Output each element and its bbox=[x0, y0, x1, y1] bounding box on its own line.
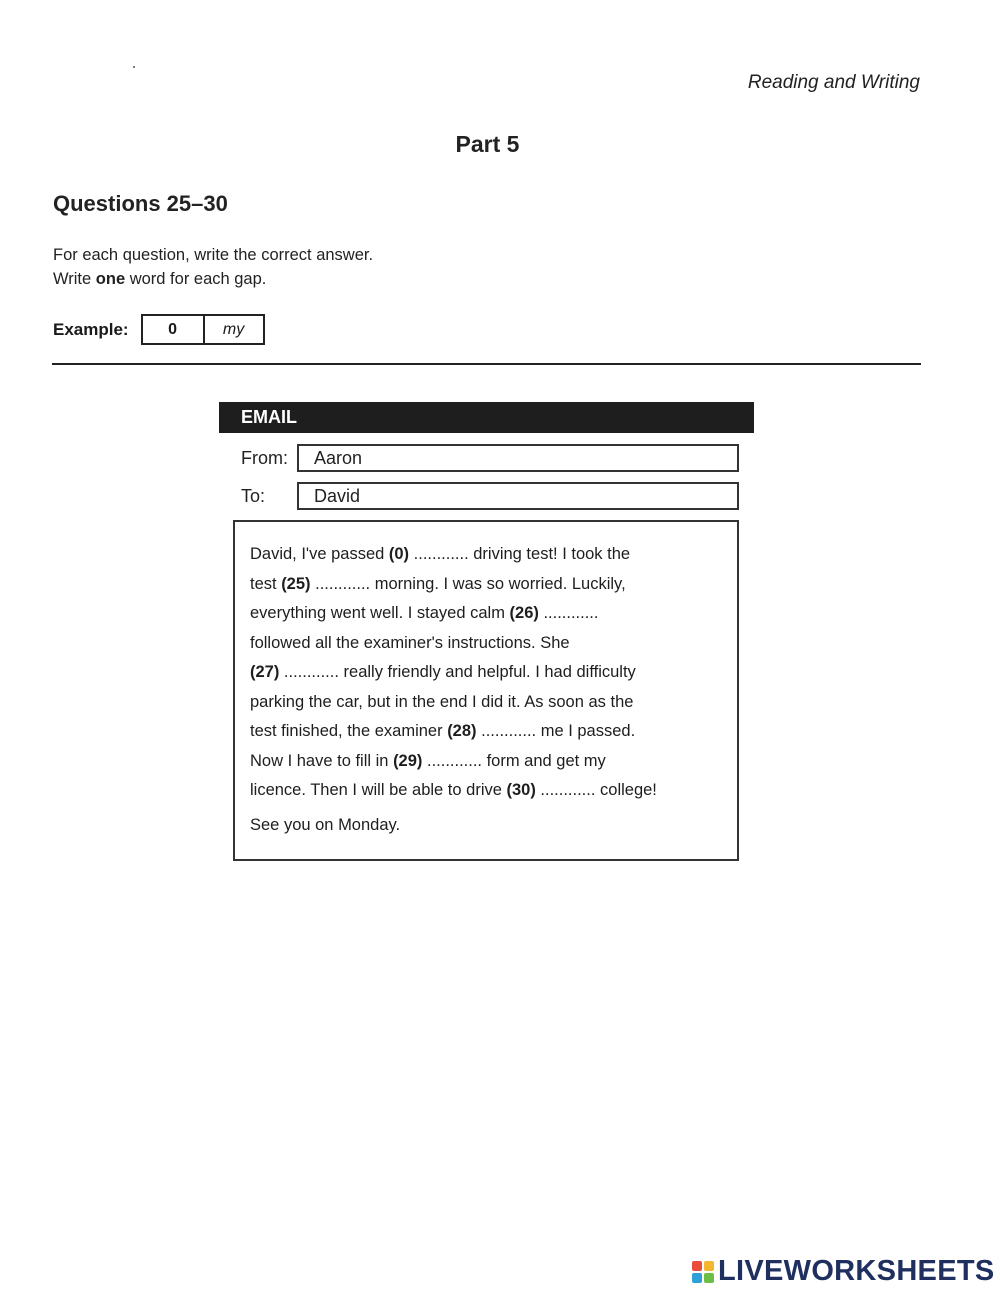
gap-number: (27) bbox=[250, 663, 280, 681]
example-row bbox=[53, 314, 265, 345]
email-body-line bbox=[250, 688, 727, 718]
email-body-line bbox=[250, 540, 727, 570]
body-text: ............ me I passed. bbox=[476, 722, 636, 740]
example-number: 0 bbox=[143, 316, 205, 343]
email-body-line bbox=[250, 776, 727, 806]
instruction-emphasis: one bbox=[95, 270, 126, 288]
body-text: parking the car, but in the end I did it. As soon as the bbox=[250, 692, 634, 711]
logo-square bbox=[692, 1273, 702, 1283]
body-text: test bbox=[250, 574, 282, 593]
logo-square bbox=[704, 1261, 714, 1271]
logo-square bbox=[692, 1261, 702, 1271]
gap-number: (0) bbox=[388, 545, 410, 563]
body-text: ............ morning. I was so worried. Luckily, bbox=[310, 574, 626, 593]
logo-square bbox=[704, 1273, 714, 1283]
email-body-line bbox=[250, 717, 727, 747]
questions-title: Questions 25–30 bbox=[53, 191, 228, 216]
logo-text: LIVEWORKSHEETS bbox=[718, 1255, 995, 1287]
email-body-lines bbox=[250, 540, 727, 806]
example-label: Example: bbox=[53, 319, 129, 339]
body-text: Now I have to fill in bbox=[250, 751, 394, 770]
email-heading: EMAIL bbox=[219, 402, 754, 433]
email-body-line bbox=[250, 747, 727, 777]
instruction-line-1: For each question, write the correct answer. bbox=[53, 246, 374, 264]
email-body-line bbox=[250, 658, 727, 688]
instruction-text: word for each gap. bbox=[125, 270, 267, 288]
to-label: To: bbox=[241, 486, 266, 506]
email-signoff: See you on Monday. bbox=[250, 815, 401, 834]
example-box bbox=[141, 314, 265, 345]
divider bbox=[52, 363, 921, 365]
body-text: ............ bbox=[538, 604, 599, 622]
instruction-line-2 bbox=[53, 270, 266, 289]
section-header: Reading and Writing bbox=[747, 72, 920, 93]
body-text: licence. Then I will be able to drive bbox=[250, 781, 507, 799]
part-title: Part 5 bbox=[455, 131, 520, 157]
email-body-line bbox=[250, 599, 727, 629]
gap-number: (26) bbox=[509, 604, 539, 622]
stray-dot bbox=[133, 66, 135, 68]
from-label: From: bbox=[241, 448, 288, 468]
gap-number: (29) bbox=[393, 751, 423, 770]
body-text: ............ really friendly and helpful. I had difficulty bbox=[279, 663, 636, 681]
email-body-line bbox=[250, 629, 727, 659]
gap-number: (30) bbox=[506, 781, 536, 799]
instruction-text: Write bbox=[53, 270, 96, 288]
from-field: Aaron bbox=[297, 444, 739, 472]
email-body bbox=[233, 520, 739, 861]
body-text: ............ college! bbox=[535, 781, 657, 799]
body-text: everything went well. I stayed calm bbox=[250, 604, 510, 622]
gap-number: (28) bbox=[447, 722, 477, 740]
body-text: ............ driving test! I took the bbox=[409, 545, 631, 563]
body-text: ............ form and get my bbox=[422, 751, 606, 770]
body-text: followed all the examiner's instructions. She bbox=[250, 633, 570, 652]
liveworksheets-logo bbox=[692, 1255, 995, 1288]
gap-number: (25) bbox=[281, 574, 311, 593]
logo-icon bbox=[692, 1261, 714, 1283]
email-body-line bbox=[250, 570, 727, 600]
body-text: test finished, the examiner bbox=[250, 722, 448, 740]
body-text: David, I've passed bbox=[250, 545, 389, 563]
example-answer: my bbox=[222, 321, 245, 338]
to-field: David bbox=[297, 482, 739, 510]
